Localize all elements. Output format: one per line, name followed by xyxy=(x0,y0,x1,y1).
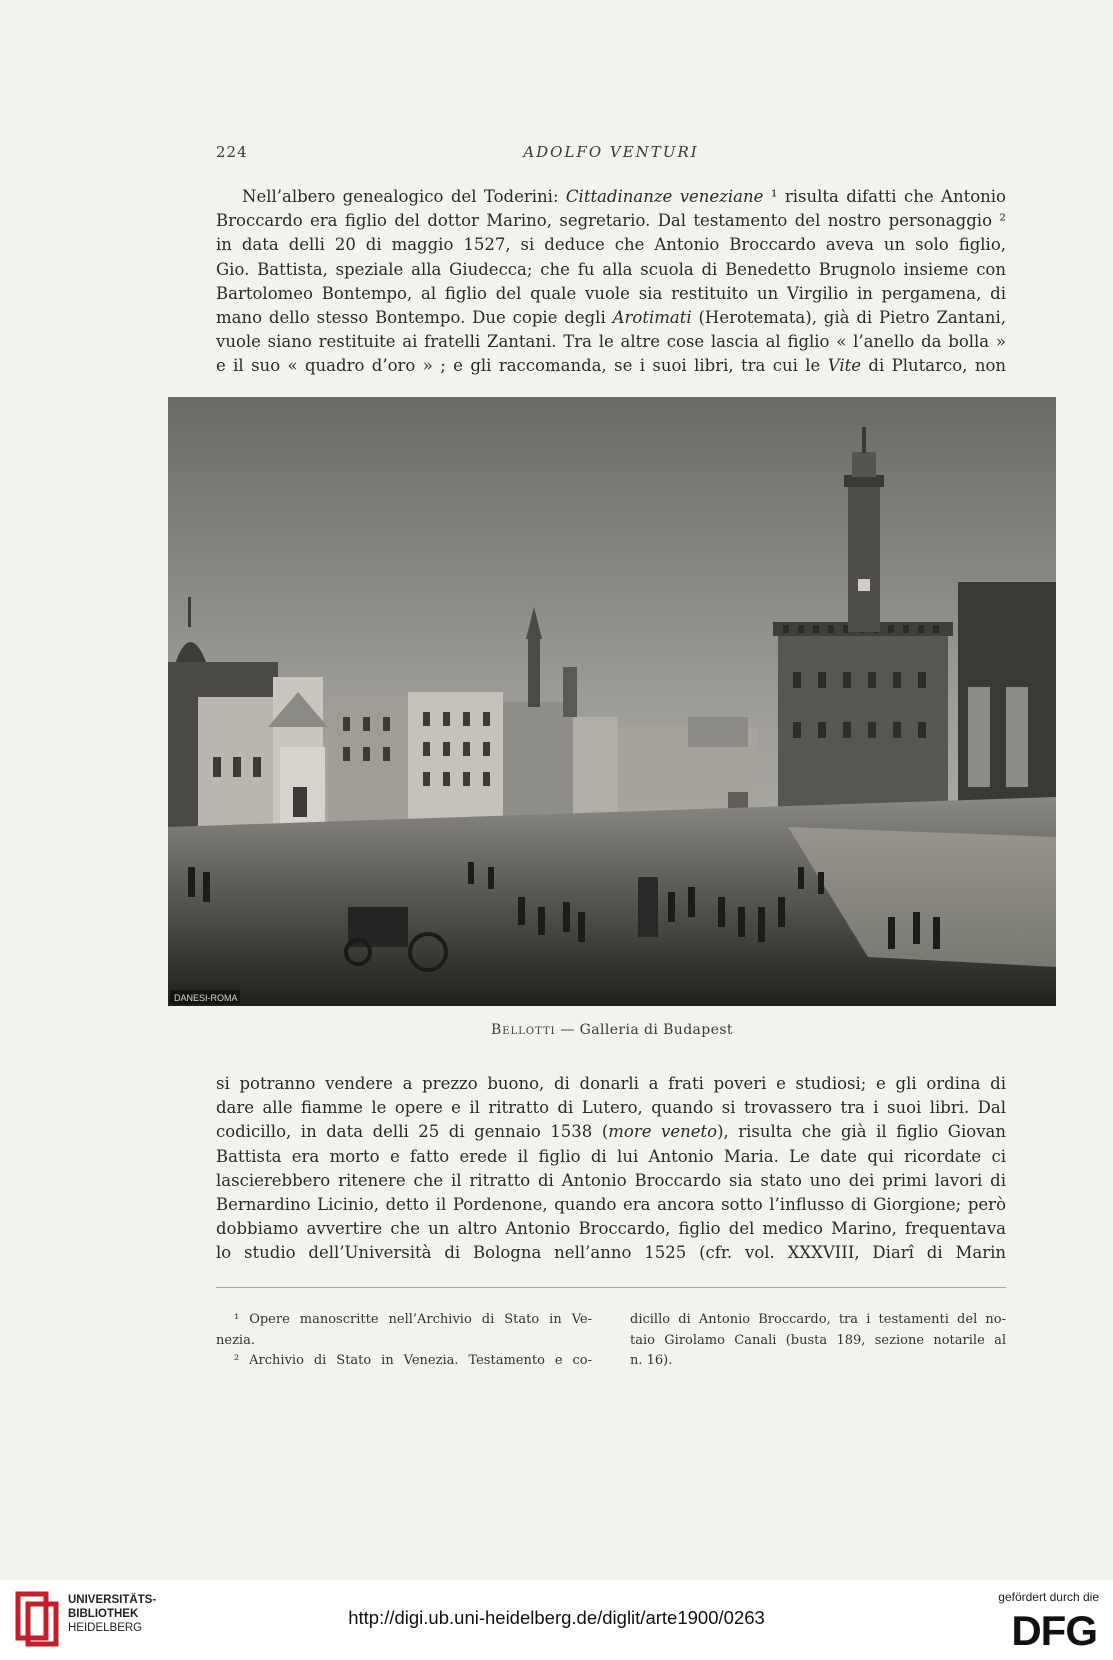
dfg-logo: DFG xyxy=(1011,1607,1097,1654)
running-head xyxy=(216,143,1006,167)
library-line: BIBLIOTHEK xyxy=(68,1608,139,1620)
text-line: Battista era morto e fatto erede il figlio di lui Antonio Maria. Le date qui ricordate ci xyxy=(216,1146,1006,1166)
text-line: e il suo « quadro d’oro » ; e gli raccomanda, se i suoi libri, tra cui le Vite di Plutarco, non xyxy=(216,356,1007,376)
text-line: lascierebbero ritenere che il ritratto di Antonio Broccardo sia stato uno dei primi lavori di xyxy=(216,1170,1006,1190)
engraver-stamp: DANESI-ROMA xyxy=(174,993,238,1003)
painting-illustration xyxy=(168,397,1056,1006)
footnote-column-right xyxy=(630,1310,1006,1372)
text-line: lo studio dell’Università di Bologna nell’anno 1525 (cfr. vol. XXXVIII, Diarî di Marin xyxy=(216,1243,1006,1263)
footnote-line: dicillo di Antonio Broccardo, tra i testamenti del no- xyxy=(630,1312,1006,1327)
caption-author: Bellotti xyxy=(491,1022,556,1038)
library-line: UNIVERSITÄTS- xyxy=(68,1594,157,1606)
footnote-line: taio Girolamo Canali (busta 189, sezione notarile al xyxy=(630,1332,1006,1348)
text-line: Broccardo era figlio del dottor Marino, segretario. Dal testamento del nostro personaggio ² xyxy=(216,211,1006,231)
paragraph-top xyxy=(216,185,1006,379)
text-line: Nell’albero genealogico del Toderini: Cittadinanze veneziane ¹ risulta difatti che Antonio xyxy=(242,187,1006,206)
figure-caption xyxy=(168,1022,1056,1038)
footnote-line: ² Archivio di Stato in Venezia. Testamento e co- xyxy=(234,1353,592,1368)
library-line: HEIDELBERG xyxy=(68,1622,143,1634)
page-number: 224 xyxy=(216,143,248,161)
text-line: dare alle fiamme le opere e il ritratto di Lutero, quando si trovassero tra i suoi libri. Dal xyxy=(216,1098,1006,1118)
text-line: Bartolomeo Bontempo, al figlio del quale vuole sia restituito un Virgilio in pergamena, di xyxy=(216,283,1006,303)
text-line: dobbiamo avvertire che un altro Antonio Broccardo, figlio del medico Marino, frequentava xyxy=(216,1219,1006,1239)
digitization-footer xyxy=(0,1580,1113,1660)
running-title: ADOLFO VENTURI xyxy=(523,143,699,161)
text-line: Bernardino Licinio, detto il Pordenone, quando era ancora sotto l’influsso di Giorgione; però xyxy=(216,1194,1006,1214)
footnote-line: nezia. xyxy=(216,1332,255,1348)
text-line: in data delli 20 di maggio 1527, si deduce che Antonio Broccardo aveva un solo figlio, xyxy=(216,235,1006,255)
text-line: si potranno vendere a prezzo buono, di donarli a frati poveri e studiosi; e gli ordina di xyxy=(216,1074,1006,1093)
painting-plate xyxy=(168,397,1056,1006)
text-line: Gio. Battista, speziale alla Giudecca; che fu alla scuola di Benedetto Brugnolo insieme con xyxy=(216,259,1006,279)
footnote-column-left xyxy=(216,1310,592,1372)
text-line: codicillo, in data delli 25 di gennaio 1538 (more veneto), risulta che già il figlio Giovan xyxy=(216,1122,1006,1142)
funding-label: gefördert durch die xyxy=(998,1590,1099,1604)
text-line: vuole siano restituite ai fratelli Zantani. Tra le altre cose lascia al figlio « l’anello da bolla » xyxy=(216,332,1006,352)
footnote-divider xyxy=(216,1287,1006,1288)
footnote-line: ¹ Opere manoscritte nell’Archivio di Stato in Ve- xyxy=(234,1312,592,1327)
paragraph-bottom xyxy=(216,1072,1006,1266)
permalink[interactable]: http://digi.ub.uni-heidelberg.de/diglit/arte1900/0263 xyxy=(348,1607,765,1628)
text-line: mano dello stesso Bontempo. Due copie degli Arotimati (Herotemata), già di Pietro Zantani, xyxy=(216,307,1007,327)
caption-location: — Galleria di Budapest xyxy=(555,1022,733,1038)
footnote-line: n. 16). xyxy=(630,1353,673,1368)
